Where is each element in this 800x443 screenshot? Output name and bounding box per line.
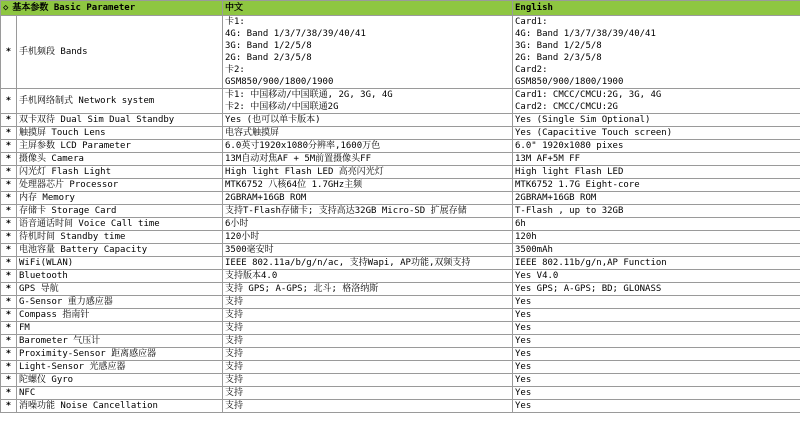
spec-row-camera xyxy=(1,153,800,166)
spec-value-english: Yes xyxy=(513,335,800,348)
spec-label: 处理器芯片 Processor xyxy=(17,179,223,192)
spec-label: 手机网络制式 Network system xyxy=(17,89,223,114)
spec-label: 陀螺仪 Gyro xyxy=(17,374,223,387)
spec-value-line: Card2: CMCC/CMCU:2G xyxy=(515,102,618,112)
spec-row-touch xyxy=(1,127,800,140)
bullet-marker: * xyxy=(1,89,17,114)
bullet-marker: * xyxy=(1,166,17,179)
spec-row-standby xyxy=(1,231,800,244)
spec-value-line: Card2: xyxy=(515,65,548,75)
spec-label: G-Sensor 重力感应器 xyxy=(17,296,223,309)
spec-value-chinese: 支持 xyxy=(223,387,513,400)
spec-label: 主屏参数 LCD Parameter xyxy=(17,140,223,153)
spec-value-english: Yes xyxy=(513,348,800,361)
spec-label: 双卡双待 Dual Sim Dual Standby xyxy=(17,114,223,127)
spec-row-proximity xyxy=(1,348,800,361)
bullet-marker: * xyxy=(1,153,17,166)
spec-value-english: 6h xyxy=(513,218,800,231)
spec-value-chinese: MTK6752 八核64位 1.7GHz主频 xyxy=(223,179,513,192)
spec-value-chinese: High light Flash LED 高亮闪光灯 xyxy=(223,166,513,179)
spec-row-network xyxy=(1,89,800,114)
bullet-marker: * xyxy=(1,283,17,296)
bullet-marker: * xyxy=(1,218,17,231)
spec-row-storage xyxy=(1,205,800,218)
bullet-marker: * xyxy=(1,16,17,89)
spec-value-chinese: 2GBRAM+16GB ROM xyxy=(223,192,513,205)
spec-value-chinese: 电容式触摸屏 xyxy=(223,127,513,140)
bullet-marker: * xyxy=(1,348,17,361)
spec-label: WiFi(WLAN) xyxy=(17,257,223,270)
spec-value-english: 3500mAh xyxy=(513,244,800,257)
spec-label: 闪光灯 Flash Light xyxy=(17,166,223,179)
spec-row-flash xyxy=(1,166,800,179)
spec-label: 触摸屏 Touch Lens xyxy=(17,127,223,140)
spec-value-english: Yes V4.0 xyxy=(513,270,800,283)
spec-value-english: Yes xyxy=(513,322,800,335)
bullet-marker: * xyxy=(1,257,17,270)
spec-value-english: Yes xyxy=(513,374,800,387)
bullet-marker: * xyxy=(1,387,17,400)
spec-row-compass xyxy=(1,309,800,322)
spec-value-chinese: IEEE 802.11a/b/g/n/ac, 支持Wapi, AP功能,双频支持 xyxy=(223,257,513,270)
spec-label: NFC xyxy=(17,387,223,400)
bullet-marker: * xyxy=(1,140,17,153)
spec-value-chinese: 支持T-Flash存储卡; 支持高达32GB Micro-SD 扩展存储 xyxy=(223,205,513,218)
spec-label: FM xyxy=(17,322,223,335)
spec-label: 内存 Memory xyxy=(17,192,223,205)
spec-value-english: T-Flash , up to 32GB xyxy=(513,205,800,218)
spec-value-chinese: 6.0英寸1920x1080分辨率,1600万色 xyxy=(223,140,513,153)
spec-value-english xyxy=(513,89,800,114)
spec-row-bands xyxy=(1,16,800,89)
spec-row-wifi xyxy=(1,257,800,270)
spec-row-gps xyxy=(1,283,800,296)
spec-value-chinese: 3500毫安时 xyxy=(223,244,513,257)
bullet-marker: * xyxy=(1,179,17,192)
section-title-cell xyxy=(1,1,223,16)
bullet-marker: * xyxy=(1,244,17,257)
spec-value-line: 卡1: 中国移动/中国联通, 2G, 3G, 4G xyxy=(225,90,393,100)
spec-value-chinese: 支持 xyxy=(223,361,513,374)
spec-value-line: 2G: Band 2/3/5/8 xyxy=(515,53,602,63)
spec-value-line: 4G: Band 1/3/7/38/39/40/41 xyxy=(515,29,656,39)
spec-value-chinese: 支持 xyxy=(223,309,513,322)
spec-value-line: 卡1: xyxy=(225,17,245,27)
spec-value-chinese: 支持版本4.0 xyxy=(223,270,513,283)
spec-value-line: 3G: Band 1/2/5/8 xyxy=(515,41,602,51)
bullet-marker: * xyxy=(1,231,17,244)
diamond-icon: ◇ xyxy=(3,3,9,13)
spec-value-english: Yes xyxy=(513,309,800,322)
spec-value-line: GSM850/900/1800/1900 xyxy=(225,77,334,87)
spec-label: 待机时间 Standby time xyxy=(17,231,223,244)
bullet-marker: * xyxy=(1,400,17,413)
bullet-marker: * xyxy=(1,296,17,309)
spec-value-english: Yes (Capacitive Touch screen) xyxy=(513,127,800,140)
spec-row-fm xyxy=(1,322,800,335)
spec-value-line: 卡2: xyxy=(225,65,245,75)
spec-value-chinese: Yes (也可以单卡版本) xyxy=(223,114,513,127)
spec-label: Barometer 气压计 xyxy=(17,335,223,348)
spec-value-chinese: 6小时 xyxy=(223,218,513,231)
spec-value-line: GSM850/900/1800/1900 xyxy=(515,77,624,87)
spec-table-body xyxy=(1,16,800,413)
spec-value-english xyxy=(513,16,800,89)
spec-label: Proximity-Sensor 距离感应器 xyxy=(17,348,223,361)
spec-row-memory xyxy=(1,192,800,205)
spec-value-chinese xyxy=(223,16,513,89)
spec-value-english: IEEE 802.11b/g/n,AP Function xyxy=(513,257,800,270)
spec-value-line: 卡2: 中国移动/中国联通2G xyxy=(225,102,339,112)
spec-row-dual_sim xyxy=(1,114,800,127)
spec-row-bluetooth xyxy=(1,270,800,283)
spec-value-english: Yes xyxy=(513,361,800,374)
spec-value-english: 13M AF+5M FF xyxy=(513,153,800,166)
bullet-marker: * xyxy=(1,335,17,348)
bullet-marker: * xyxy=(1,270,17,283)
spec-row-gyro xyxy=(1,374,800,387)
spec-value-chinese xyxy=(223,89,513,114)
spec-value-english: Yes GPS; A-GPS; BD; GLONASS xyxy=(513,283,800,296)
spec-label: 摄像头 Camera xyxy=(17,153,223,166)
spec-value-chinese: 13M自动对焦AF + 5M前置摄像头FF xyxy=(223,153,513,166)
spec-row-noise xyxy=(1,400,800,413)
spec-value-chinese: 支持 xyxy=(223,335,513,348)
bullet-marker: * xyxy=(1,309,17,322)
spec-label: GPS 导航 xyxy=(17,283,223,296)
spec-value-english: Yes xyxy=(513,400,800,413)
bullet-marker: * xyxy=(1,127,17,140)
bullet-marker: * xyxy=(1,322,17,335)
column-header-chinese: 中文 xyxy=(223,1,513,16)
spec-value-english: Yes (Single Sim Optional) xyxy=(513,114,800,127)
bullet-marker: * xyxy=(1,205,17,218)
bullet-marker: * xyxy=(1,361,17,374)
bullet-marker: * xyxy=(1,374,17,387)
spec-value-line: Card1: xyxy=(515,17,548,27)
spec-value-line: 3G: Band 1/2/5/8 xyxy=(225,41,312,51)
spec-value-english: Yes xyxy=(513,387,800,400)
spec-row-light xyxy=(1,361,800,374)
spec-label: 手机频段 Bands xyxy=(17,16,223,89)
column-header-english: English xyxy=(513,1,800,16)
spec-row-processor xyxy=(1,179,800,192)
spec-value-english: 120h xyxy=(513,231,800,244)
spec-value-english: 6.0" 1920x1080 pixes xyxy=(513,140,800,153)
spec-row-battery xyxy=(1,244,800,257)
spec-value-chinese: 支持 xyxy=(223,296,513,309)
spec-label: 消噪功能 Noise Cancellation xyxy=(17,400,223,413)
spec-value-english: High light Flash LED xyxy=(513,166,800,179)
spec-value-chinese: 支持 xyxy=(223,348,513,361)
spec-value-line: 2G: Band 2/3/5/8 xyxy=(225,53,312,63)
spec-value-chinese: 支持 xyxy=(223,374,513,387)
spec-value-chinese: 支持 xyxy=(223,400,513,413)
spec-value-chinese: 支持 GPS; A-GPS; 北斗; 格洛纳斯 xyxy=(223,283,513,296)
spec-row-nfc xyxy=(1,387,800,400)
spec-row-gsensor xyxy=(1,296,800,309)
table-header-row xyxy=(1,1,800,16)
spec-label: 语音通话时间 Voice Call time xyxy=(17,218,223,231)
bullet-marker: * xyxy=(1,114,17,127)
spec-row-lcd xyxy=(1,140,800,153)
spec-value-chinese: 支持 xyxy=(223,322,513,335)
spec-row-barometer xyxy=(1,335,800,348)
section-title: 基本参数 Basic Parameter xyxy=(12,3,136,13)
spec-value-english: 2GBRAM+16GB ROM xyxy=(513,192,800,205)
spec-label: Light-Sensor 光感应器 xyxy=(17,361,223,374)
spec-value-chinese: 120小时 xyxy=(223,231,513,244)
spec-label: Bluetooth xyxy=(17,270,223,283)
spec-row-call_time xyxy=(1,218,800,231)
spec-value-english: Yes xyxy=(513,296,800,309)
spec-label: Compass 指南针 xyxy=(17,309,223,322)
bullet-marker: * xyxy=(1,192,17,205)
spec-value-line: Card1: CMCC/CMCU:2G, 3G, 4G xyxy=(515,90,662,100)
spec-label: 电池容量 Battery Capacity xyxy=(17,244,223,257)
spec-label: 存储卡 Storage Card xyxy=(17,205,223,218)
spec-value-line: 4G: Band 1/3/7/38/39/40/41 xyxy=(225,29,366,39)
spec-value-english: MTK6752 1.7G Eight-core xyxy=(513,179,800,192)
